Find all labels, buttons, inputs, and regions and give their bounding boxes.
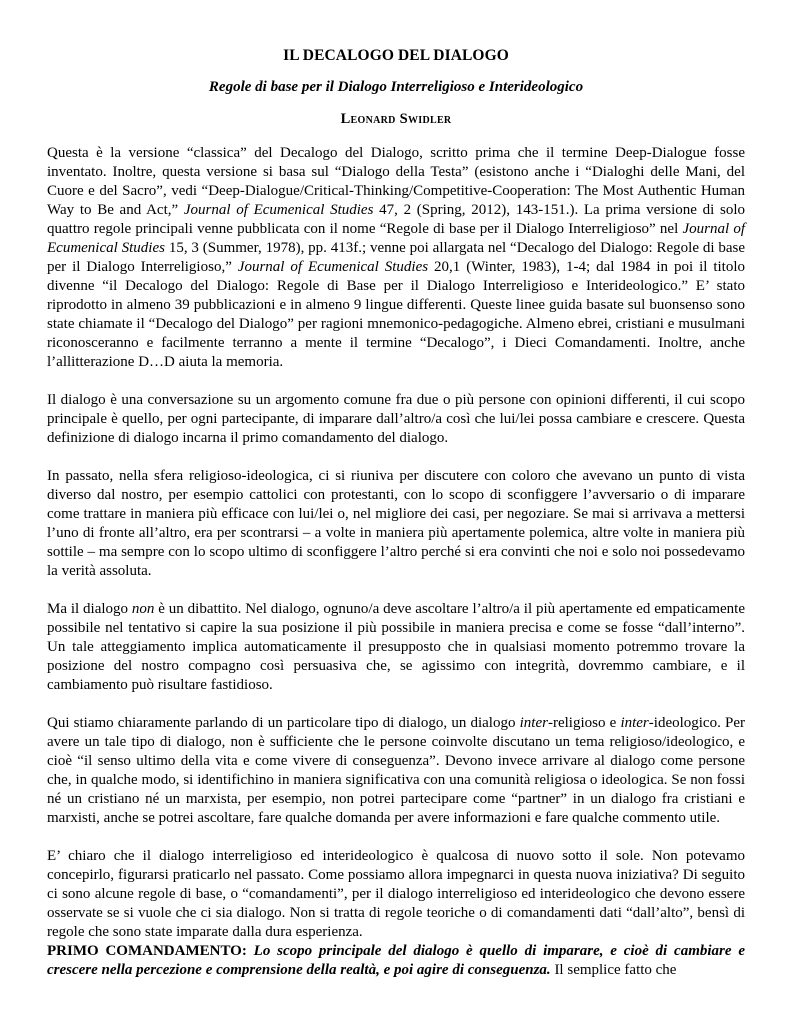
first-commandment-heading: PRIMO COMANDAMENTO: — [47, 943, 247, 959]
italic-text: inter — [620, 715, 649, 731]
first-commandment-paragraph — [47, 942, 745, 980]
document-subtitle: Regole di base per il Dialogo Interreligioso e Interideologico — [208, 79, 584, 95]
author-name: Leonard Swidler — [340, 111, 452, 127]
text-run: Ma il dialogo — [47, 601, 132, 617]
paragraph — [47, 391, 745, 448]
paragraph — [47, 714, 745, 828]
italic-text: inter — [519, 715, 548, 731]
paragraph-list — [47, 144, 745, 942]
text-run: 20,1 (Winter, 1983), 1-4; dal 1984 in poi il titolo divenne “il Decalogo del Dialogo: Regole di Base per il Dialogo Interreligioso e Interideologico.” E’ stato riprodotto in almeno 39 pubblicazioni e in almeno 9 lingue differenti. Queste linee guida basate sul buonsenso sono state chiamate il “Decalogo del Dialogo” per ragioni mnemonico-pedagogiche. Almeno ebrei, cristiani e musulmani riconosceranno e facilmente terranno a mente il termine “Decalogo”, i Dieci Comandamenti. Inoltre, anche l’allitterazione D…D aiuta la memoria. — [47, 259, 746, 370]
first-commandment-continuation: Il semplice fatto che — [554, 962, 677, 978]
document-title: IL DECALOGO DEL DIALOGO — [283, 47, 509, 64]
body-text — [47, 144, 745, 980]
text-run: 47, 2 (Spring, 2012), 143-151.). La prima versione di solo quattro regole principali venne pubblicata con il nome “Regole di base per il Dialogo Interreligioso” nel — [47, 202, 745, 237]
text-run: Questa è la versione “classica” del Decalogo del Dialogo, scritto prima che il termine Deep-Dialogue fosse inventato. Inoltre, questa versione si basa sul “Dialogo della Testa” (esistono anche i “Dialoghi delle Mani, del Cuore e del Sacro”, vedi “Deep-Dialogue/Critical-Thinking/Competitive-Cooperation: The Most Authentic Human Way to Be and Act,” — [47, 145, 745, 218]
text-run: E’ chiaro che il dialogo interreligioso ed interideologico è qualcosa di nuovo sotto il sole. Non potevamo concepirlo, figurarsi praticarlo nel passato. Come possiamo allora impegnarci in questa nuova iniziativa? Di seguito ci sono alcune regole di base, o “comandamenti”, per il dialogo interreligioso ed interideologico che devono essere osservate se si vuole che ci sia dialogo. Non si tratta di regole teoriche o di comandamenti dati “dall’alto”, bensì di regole che sono state imparate dalla dura esperienza. — [47, 848, 745, 940]
text-run: -religioso e — [547, 715, 621, 731]
italic-text: Journal of Ecumenical Studies — [47, 221, 745, 256]
paragraph — [47, 467, 745, 581]
text-run: -ideologico. Per avere un tale tipo di dialogo, non è sufficiente che le persone coinvolte discutano un tema religioso/ideologico, e cioè “il senso ultimo della vita e come vivere di conseguenza”. Devono invece arrivare al dialogo come persone che, in qualche modo, si identifichino in maniera significativa con una comunità religiosa o ideologica. Se non fossi né un cristiano né un marxista, per esempio, non potrei partecipare come “partner” in un dialogo fra cristiani e marxisti, anche se potrei ascoltare, fare qualche domanda per avere informazioni e fare qualche commento utile. — [47, 715, 745, 826]
text-run: Il dialogo è una conversazione su un argomento comune fra due o più persone con opinioni differenti, il cui scopo principale è quello, per ogni partecipante, di imparare dall’altro/a così che lui/lei possa cambiare e crescere. Questa definizione di dialogo incarna il primo comandamento del dialogo. — [47, 392, 745, 446]
italic-text: Journal of Ecumenical Studies — [183, 202, 374, 218]
text-run: In passato, nella sfera religioso-ideologica, ci si riuniva per discutere con coloro che avevano un punto di vista diverso dal nostro, per esempio cattolici con protestanti, con lo scopo di sconfiggere l’avversario o di imparare come trattare in maniera più efficace con lui/lei o, nel migliore dei casi, per negoziare. Se mai si arrivava a mettersi l’uno di fronte all’altro, era per scontrarsi – a volte in maniera più apertamente polemica, altre volte in maniera più sottile – ma sempre con lo scopo ultimo di sconfiggere l’altro perché si era convinti che noi e solo noi possedevamo la verità assoluta. — [47, 468, 745, 579]
paragraph — [47, 144, 745, 372]
paragraph — [47, 847, 745, 942]
first-commandment-rule: Lo scopo principale del dialogo è quello di imparare, e cioè di cambiare e crescere nella percezione e comprensione della realtà, e poi agire di conseguenza. — [47, 943, 745, 978]
text-run: è un dibattito. Nel dialogo, ognuno/a deve ascoltare l’altro/a il più apertamente ed empaticamente possibile nel tentativo si capire la sua posizione il più possibile in maniera precisa e come se fosse “dall’interno”. Un tale atteggiamento implica automaticamente il presupposto che in qualsiasi momento potremmo trovare la posizione del nostro compagno così persuasiva che, se agissimo con integrità, dovremmo cambiare, e il cambiamento può risultare fastidioso. — [47, 601, 745, 693]
paragraph — [47, 600, 745, 695]
text-run: Qui stiamo chiaramente parlando di un particolare tipo di dialogo, un dialogo — [47, 715, 520, 731]
italic-text: Journal of Ecumenical Studies — [237, 259, 429, 275]
text-run: 15, 3 (Summer, 1978), pp. 413f.; venne poi allargata nel “Decalogo del Dialogo: Regole di base per il Dialogo Interreligioso,” — [47, 240, 745, 275]
italic-text: non — [131, 601, 155, 617]
